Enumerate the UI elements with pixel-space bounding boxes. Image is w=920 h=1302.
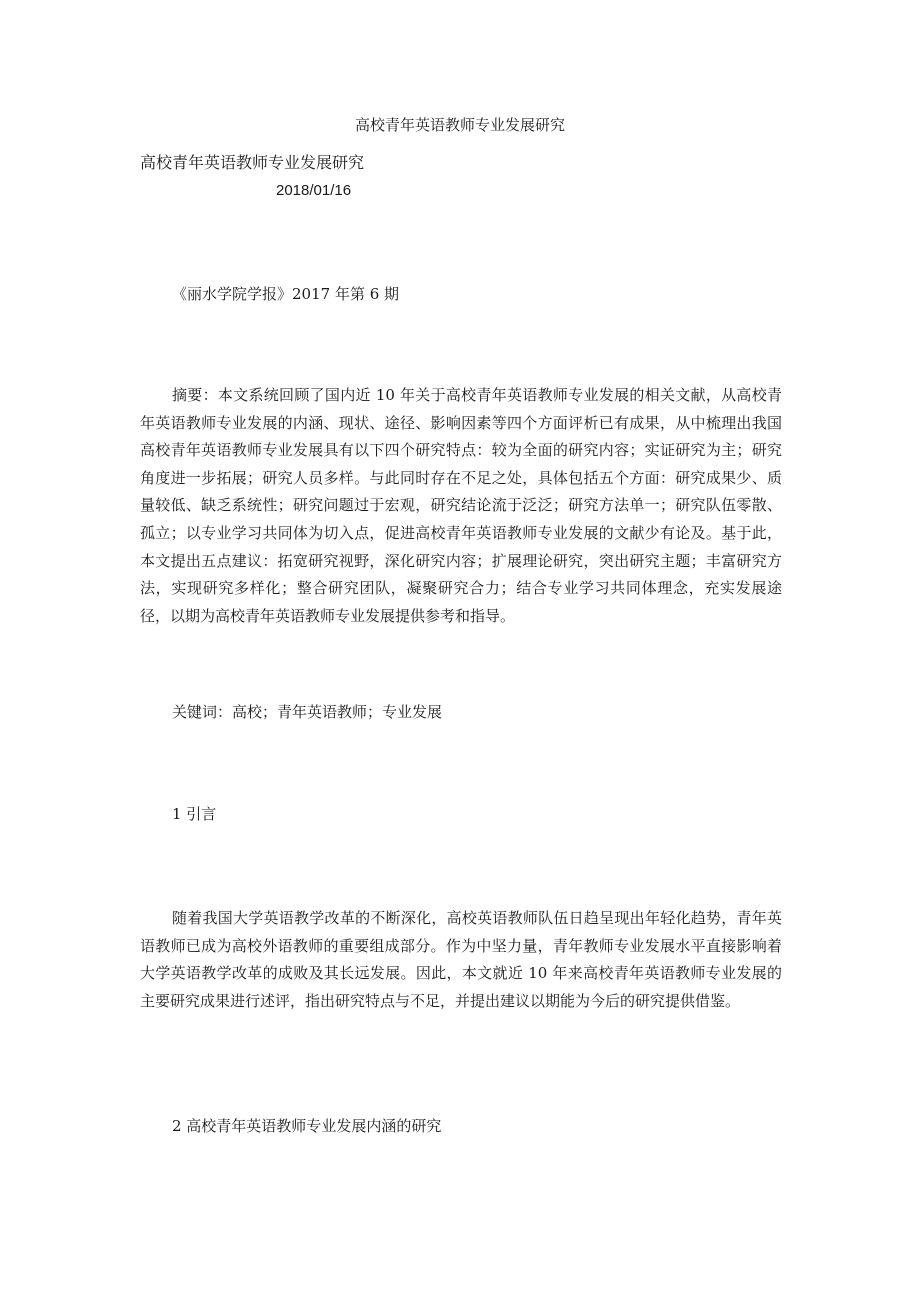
section-2-heading: 2 高校青年英语教师专业发展内涵的研究 [172, 1117, 442, 1135]
article-title: 高校青年英语教师专业发展研究 [140, 153, 365, 172]
page-header-title: 高校青年英语教师专业发展研究 [354, 116, 565, 134]
section-1-heading: 1 引言 [172, 805, 217, 823]
abstract-paragraph: 摘要：本文系统回顾了国内近 10 年关于高校青年英语教师专业发展的相关文献，从高校青年英语教师专业发展的内涵、现状、途径、影响因素等四个方面评析已有成果，从中梳理出我国高校青年英语教师专业发展具有以下四个研究特点：较为全面的研究内容；实证研究为主；研究角度进一步拓展；研究人员多样。与此同时存在不足之处，具体包括五个方面：研究成果少、质量较低、缺乏系统性；研究问题过于宏观，研究结论流于泛泛；研究方法单一；研究队伍零散、孤立；以专业学习共同体为切入点，促进高校青年英语教师专业发展的文献少有论及。基于此，本文提出五点建议：拓宽研究视野，深化研究内容；扩展理论研究，突出研究主题；丰富研究方法，实现研究多样化；整合研究团队，凝聚研究合力；结合专业学习共同体理念，充实发展途径，以期为高校青年英语教师专业发展提供参考和指导。 [140, 386, 782, 625]
journal-citation: 《丽水学院学报》2017 年第 6 期 [172, 285, 400, 303]
section-1-paragraph: 随着我国大学英语教学改革的不断深化，高校英语教师队伍日趋呈现出年轻化趋势，青年英语教师已成为高校外语教师的重要组成部分。作为中坚力量，青年教师专业发展水平直接影响着大学英语教学改革的成败及其长远发展。因此，本文就近 10 年来高校青年英语教师专业发展的主要研究成果进行述评，指出研究特点与不足，并提出建议以期能为今后的研究提供借鉴。 [140, 909, 782, 1010]
publish-date: 2018/01/16 [276, 182, 352, 199]
keywords-line: 关键词：高校；青年英语教师；专业发展 [172, 703, 443, 721]
